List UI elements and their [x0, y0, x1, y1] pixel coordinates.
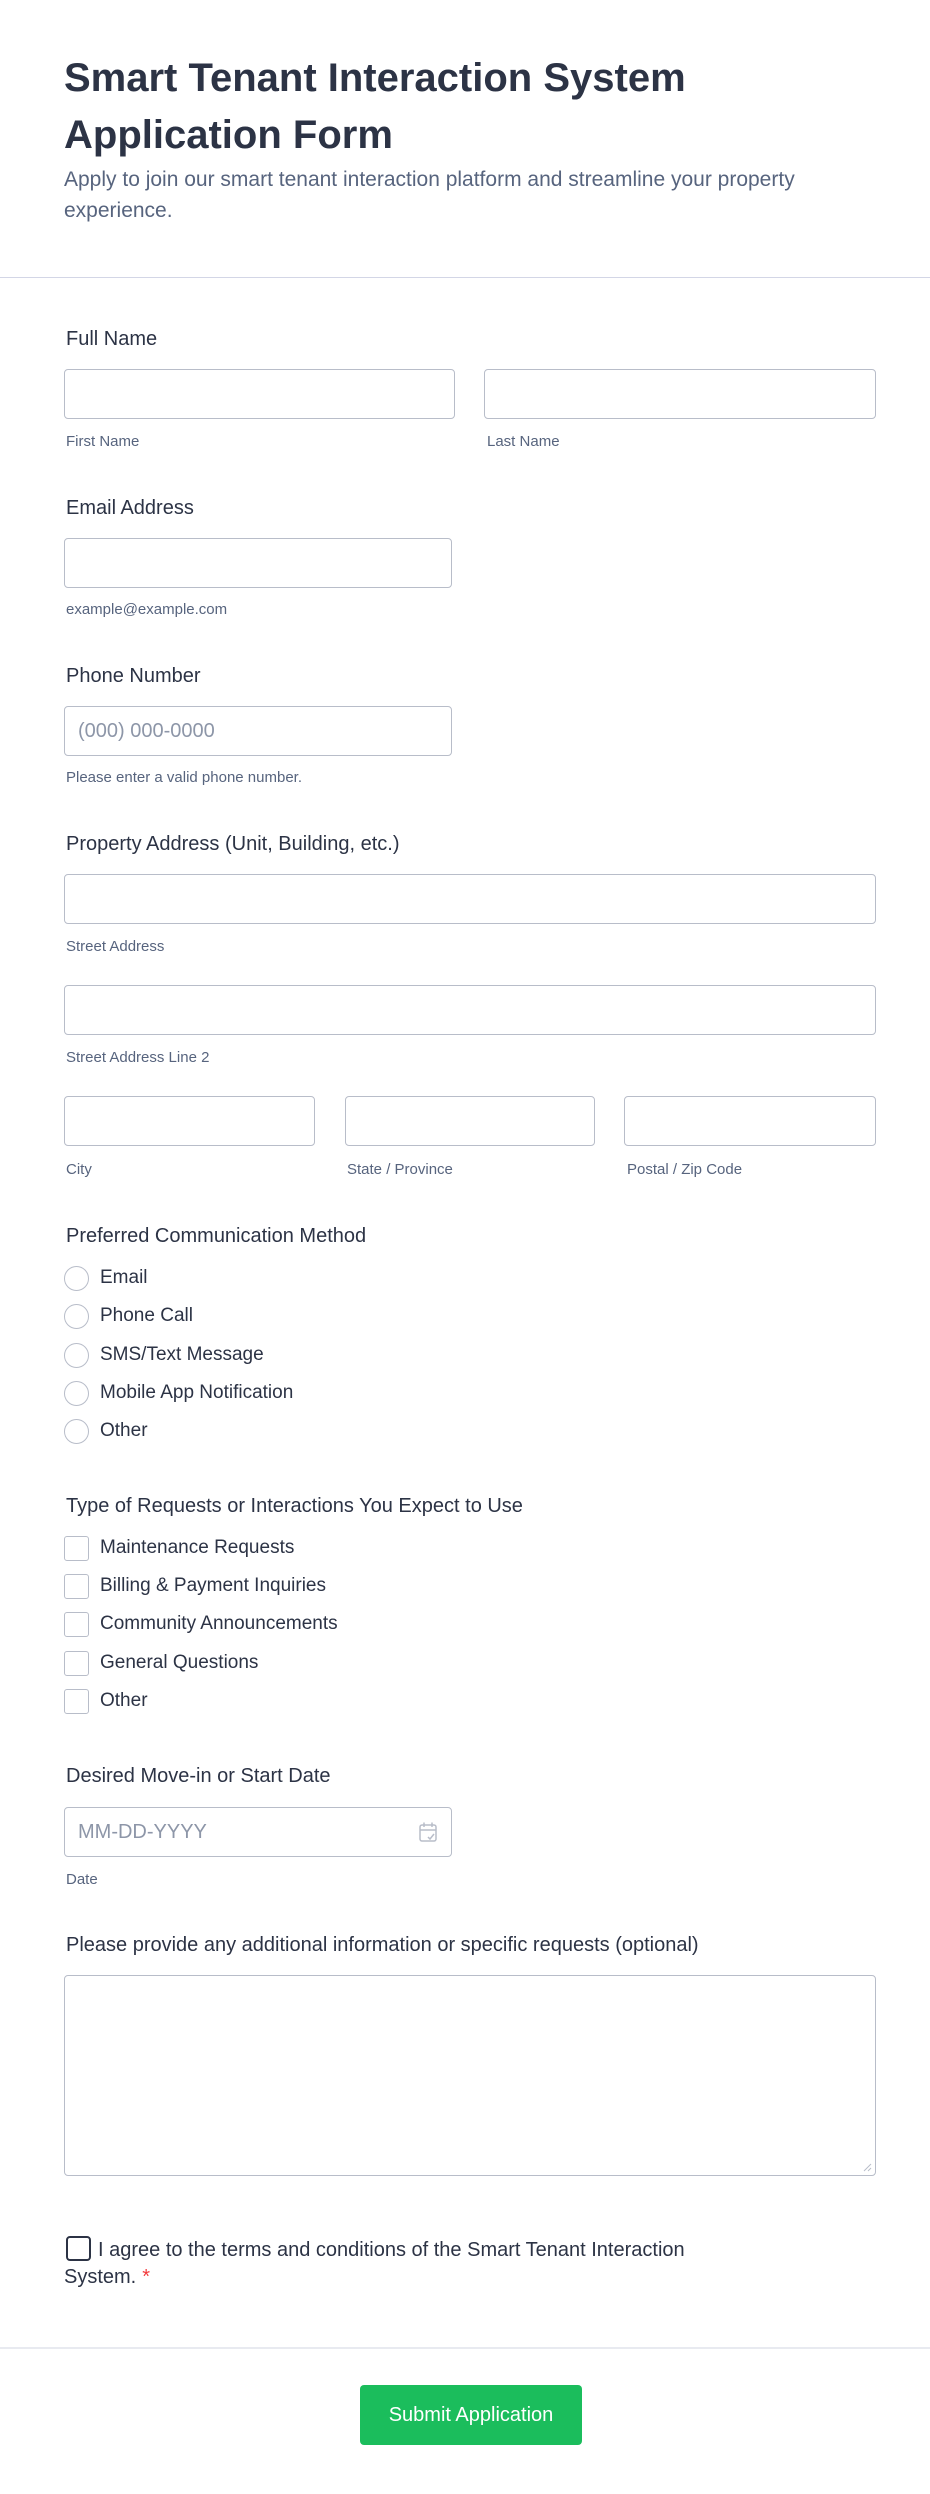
page-subtitle: Apply to join our smart tenant interaction platform and streamline your property experience.: [64, 168, 795, 222]
additional-info-label: Please provide any additional information or specific requests (optional): [66, 1934, 699, 1956]
checkbox-option-billing[interactable]: [64, 1573, 326, 1599]
checkbox-option-community[interactable]: [64, 1611, 338, 1637]
street-address-input[interactable]: [64, 874, 876, 924]
form-header: [0, 0, 930, 278]
phone-label: Phone Number: [66, 665, 201, 687]
address-label: Property Address (Unit, Building, etc.): [66, 833, 400, 855]
option-label: Maintenance Requests: [100, 1537, 295, 1558]
last-name-input[interactable]: [484, 369, 876, 419]
request-types-label: Type of Requests or Interactions You Expect to Use: [66, 1495, 523, 1517]
radio-option-other[interactable]: [64, 1418, 148, 1444]
email-sublabel: example@example.com: [66, 601, 228, 618]
first-name-input[interactable]: [64, 369, 455, 419]
city-input[interactable]: [64, 1096, 315, 1146]
option-label: General Questions: [100, 1652, 259, 1673]
street-address-line2-input[interactable]: [64, 985, 876, 1035]
street-address-line2-sublabel: Street Address Line 2: [66, 1049, 210, 1066]
radio-button[interactable]: [64, 1343, 89, 1368]
calendar-icon[interactable]: [418, 1821, 438, 1843]
date-placeholder: MM-DD-YYYY: [78, 1821, 207, 1843]
radio-button[interactable]: [64, 1266, 89, 1291]
option-label: SMS/Text Message: [100, 1344, 264, 1365]
checkbox[interactable]: [64, 1536, 89, 1561]
radio-option-email[interactable]: [64, 1265, 148, 1291]
checkbox[interactable]: [64, 1651, 89, 1676]
terms-checkbox[interactable]: [66, 2236, 91, 2261]
checkbox-option-other[interactable]: [64, 1688, 148, 1714]
state-sublabel: State / Province: [347, 1161, 453, 1178]
option-label: Mobile App Notification: [100, 1382, 294, 1403]
option-label: Phone Call: [100, 1305, 193, 1326]
radio-button[interactable]: [64, 1381, 89, 1406]
terms-text: I agree to the terms and conditions of the Smart Tenant Interaction System.: [64, 2239, 685, 2288]
date-sublabel: Date: [66, 1871, 98, 1888]
start-date-input[interactable]: [64, 1807, 452, 1857]
last-name-sublabel: Last Name: [487, 433, 560, 450]
checkbox[interactable]: [64, 1612, 89, 1637]
zip-sublabel: Postal / Zip Code: [627, 1161, 743, 1178]
radio-option-phone-call[interactable]: [64, 1303, 193, 1329]
radio-button[interactable]: [64, 1419, 89, 1444]
resize-handle-icon[interactable]: [862, 2162, 872, 2172]
city-sublabel: City: [66, 1161, 92, 1178]
checkbox-option-general[interactable]: [64, 1650, 258, 1676]
state-input[interactable]: [345, 1096, 595, 1146]
page-title: Smart Tenant Interaction System Application Form: [64, 56, 686, 157]
email-label: Email Address: [66, 497, 194, 519]
phone-input[interactable]: [64, 706, 452, 756]
required-mark: *: [142, 2266, 151, 2288]
option-label: Other: [100, 1420, 148, 1441]
email-input[interactable]: [64, 538, 452, 588]
zip-input[interactable]: [624, 1096, 876, 1146]
radio-option-sms[interactable]: [64, 1342, 264, 1368]
street-address-sublabel: Street Address: [66, 938, 165, 955]
additional-info-textarea[interactable]: [64, 1975, 876, 2176]
full-name-label: Full Name: [66, 328, 158, 350]
option-label: Email: [100, 1267, 148, 1288]
phone-placeholder: (000) 000-0000: [78, 720, 215, 742]
phone-sublabel: Please enter a valid phone number.: [66, 769, 302, 786]
first-name-sublabel: First Name: [66, 433, 140, 450]
start-date-label: Desired Move-in or Start Date: [66, 1765, 331, 1787]
option-label: Community Announcements: [100, 1613, 338, 1634]
option-label: Billing & Payment Inquiries: [100, 1575, 326, 1596]
checkbox-option-maintenance[interactable]: [64, 1535, 294, 1561]
radio-button[interactable]: [64, 1304, 89, 1329]
radio-option-mobile-app[interactable]: [64, 1380, 293, 1406]
checkbox[interactable]: [64, 1574, 89, 1599]
footer-divider: [0, 2347, 930, 2349]
communication-label: Preferred Communication Method: [66, 1225, 367, 1247]
terms-agreement[interactable]: [64, 2236, 764, 2291]
submit-application-button[interactable]: Submit Application: [360, 2385, 582, 2445]
checkbox[interactable]: [64, 1689, 89, 1714]
option-label: Other: [100, 1690, 148, 1711]
